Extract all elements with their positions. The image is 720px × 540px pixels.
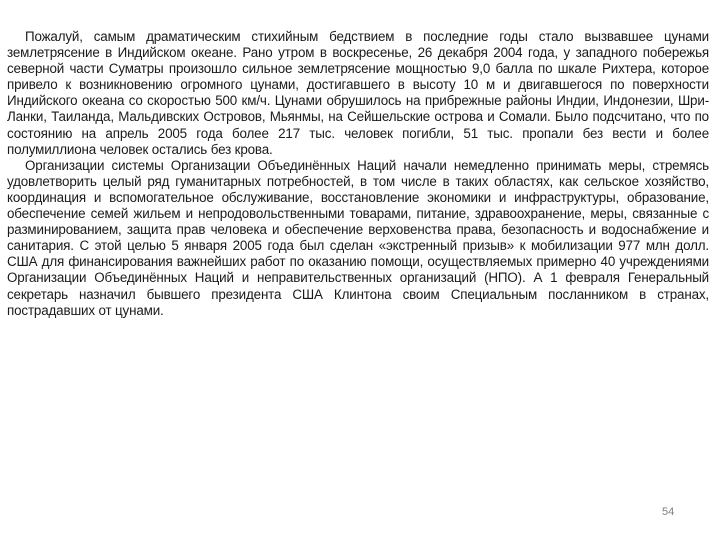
page-number: 54 <box>662 506 675 518</box>
paragraph-un-response: Организации системы Организации Объединённых Наций начали немедленно принимать меры, стремясь удовлетворить целый ряд гуманитарных потребностей, в том числе в таких областях, как сельское хозяйство, координация и вспомогательное обслуживание, восстановление экономики и инфраструктуры, образование, обеспечение семей жильем и непродовольственными товарами, питание, здравоохранение, меры, связанные с разминированием, защита прав человека и обеспечение верховенства права, безопасность и водоснабжение и санитария. С этой целью 5 января 2005 года был сделан «экстренный призыв» к мобилизации 977 млн долл. США для финансирования важнейших работ по оказанию помощи, осуществляемых примерно 40 учреждениями Организации Объединённых Наций и неправительственных организаций (НПО). А 1 февраля Генеральный секретарь назначил бывшего президента США Клинтона своим Специальным посланником в странах, пострадавших от цунами. <box>7 157 709 318</box>
document-body <box>7 29 709 319</box>
paragraph-tsunami-disaster: Пожалуй, самым драматическим стихийным бедствием в последние годы стало вызвавшее цунами землетрясение в Индийском океане. Рано утром в воскресенье, 26 декабря 2004 года, у западного побережья северной части Суматры произошло сильное землетрясение мощностью 9,0 балла по шкале Рихтера, которое привело к возникновению огромного цунами, достигавшего в высоту 10 м и двигавшегося по поверхности Индийского океана со скоростью 500 км/ч. Цунами обрушилось на прибрежные районы Индии, Индонезии, Шри-Ланки, Таиланда, Мальдивских Островов, Мьянмы, на Сейшельские острова и Сомали. Было подсчитано, что по состоянию на апрель 2005 года более 217 тыс. человек погибли, 51 тыс. пропали без вести и более полумиллиона человек остались без крова. <box>7 29 709 157</box>
